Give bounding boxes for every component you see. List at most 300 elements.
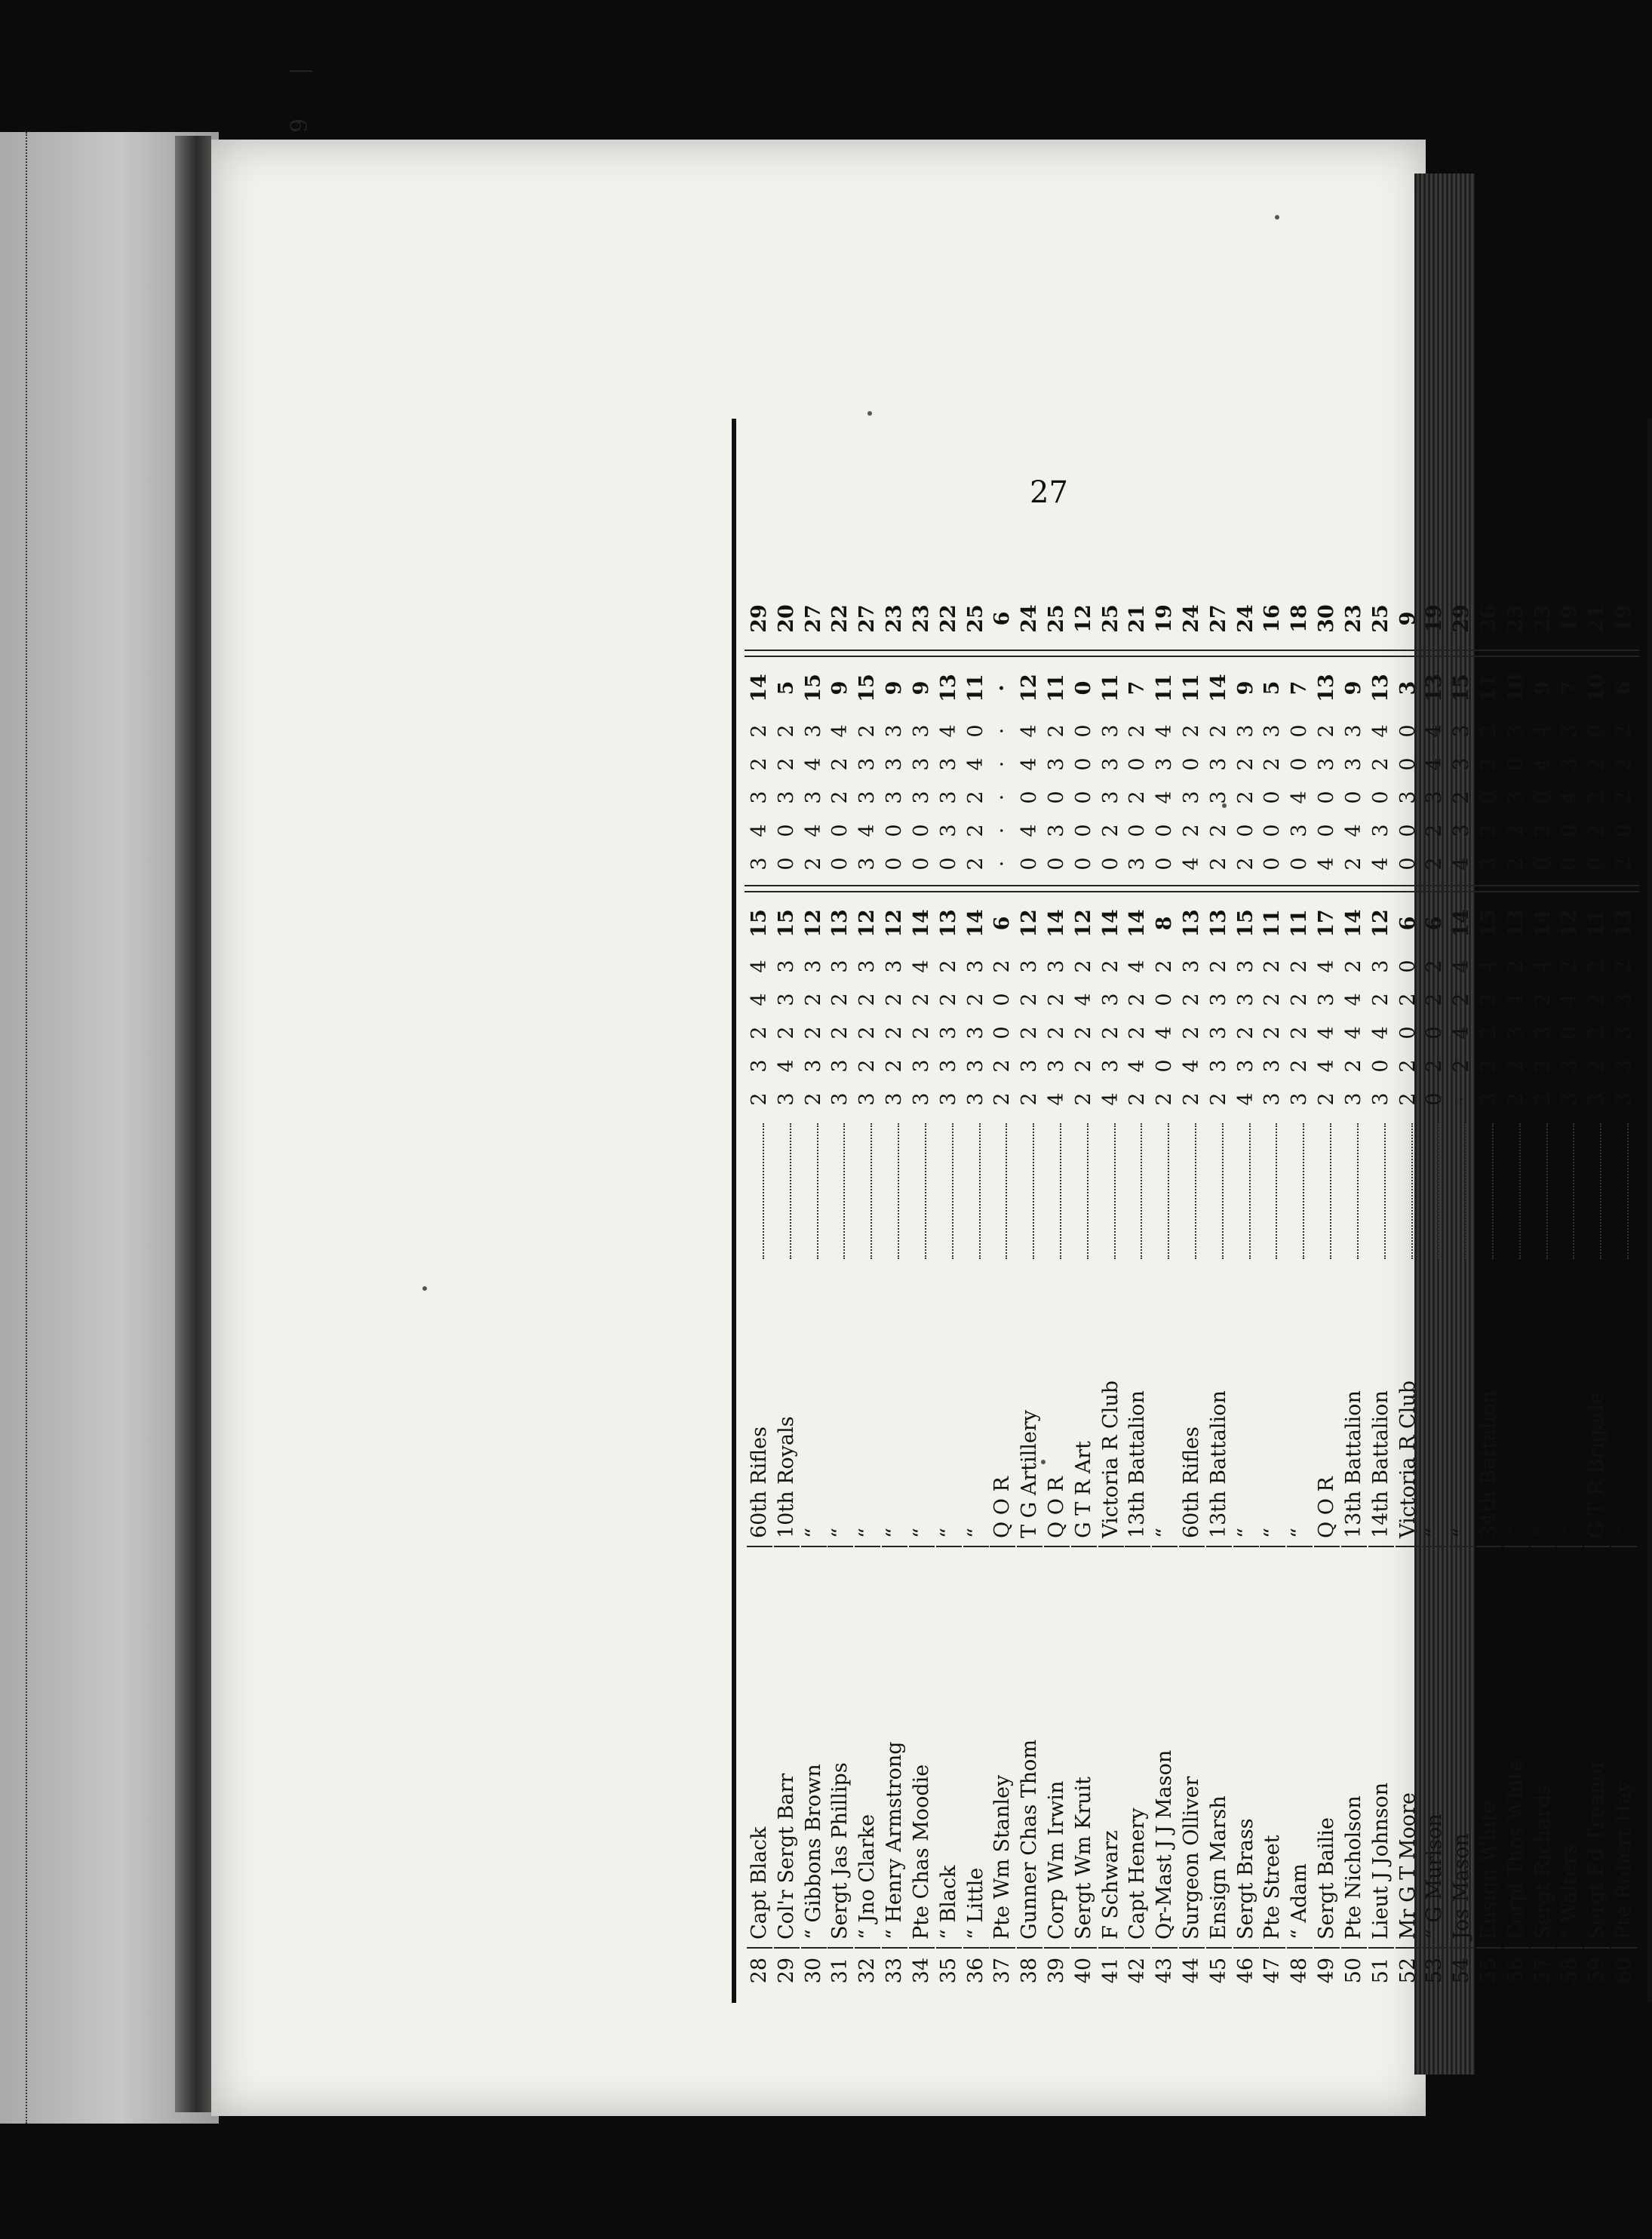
range2-total: 13 xyxy=(936,674,960,702)
column-separator xyxy=(1366,885,1396,892)
competitor-name: Gunner Chas Thom xyxy=(1017,1546,1042,1947)
range1-total: 6 xyxy=(1396,916,1420,931)
table-body xyxy=(747,419,1637,2003)
shot-score-range1: 3 xyxy=(1233,960,1257,973)
shot-score-range1: 2 xyxy=(748,1092,771,1106)
range2-total: 3 xyxy=(1396,680,1420,696)
shot-score-range1: 3 xyxy=(1233,993,1257,1006)
leader-dots xyxy=(1350,1123,1359,1259)
shot-score-range2: 2 xyxy=(1503,824,1528,837)
range2-total: 13 xyxy=(1423,674,1447,702)
corps-name: G T R Art xyxy=(1071,1441,1095,1538)
shot-score-range2: 2 xyxy=(1180,724,1203,738)
table-row xyxy=(936,419,962,2003)
range2-total: 9 xyxy=(883,680,907,696)
row-number: 60 xyxy=(1611,1947,1637,2003)
row-number: 44 xyxy=(1179,1947,1205,2003)
shot-score-range1: 3 xyxy=(1585,1092,1609,1106)
table-row xyxy=(1044,419,1070,2003)
corps-name: “ xyxy=(1423,1528,1447,1538)
shot-score-range2: 4 xyxy=(1018,724,1042,738)
shot-score-range1: 0 xyxy=(1423,1026,1447,1040)
shot-score-range1: 3 xyxy=(1180,960,1203,973)
table-row xyxy=(1233,419,1259,2003)
shot-score-range2: 2 xyxy=(1423,857,1447,871)
shot-score-range1: 3 xyxy=(1612,1059,1635,1073)
grand-total: 24 xyxy=(1018,604,1042,633)
shot-score-range1: 2 xyxy=(1044,993,1068,1006)
competitor-name: Corp Wm Irwin xyxy=(1044,1546,1070,1947)
column-separator xyxy=(1339,885,1369,892)
column-separator xyxy=(1609,650,1639,657)
column-separator xyxy=(1339,650,1369,657)
shot-score-range1: 4 xyxy=(1315,1059,1339,1073)
row-number: 51 xyxy=(1368,1947,1394,2003)
range1-total: 11 xyxy=(1288,909,1312,938)
range1-total: 14 xyxy=(1098,909,1122,938)
range2-total: · xyxy=(990,684,1015,692)
shot-score-range2: 3 xyxy=(1396,791,1420,804)
column-separator xyxy=(1042,650,1072,657)
shot-score-range1: 3 xyxy=(855,1092,880,1106)
leader-dots xyxy=(755,1123,764,1259)
shot-score-range1: 2 xyxy=(1180,1092,1203,1106)
shot-score-range1: 2 xyxy=(855,1026,880,1040)
shot-score-range2: 0 xyxy=(1153,824,1177,837)
range1-total: 12 xyxy=(1558,909,1582,938)
range1-total: 13 xyxy=(936,909,960,938)
column-separator xyxy=(961,885,991,892)
leader-dots xyxy=(1592,1123,1601,1259)
shot-score-range2: 3 xyxy=(936,791,960,804)
corps-name: 14th Battalion xyxy=(1368,1390,1393,1538)
shot-score-range2: 0 xyxy=(1341,791,1365,804)
shot-score-range2: 0 xyxy=(1612,824,1635,837)
shot-score-range1: 2 xyxy=(855,1059,880,1073)
range2-total: 9 xyxy=(828,680,852,696)
shot-score-range2: 2 xyxy=(1315,724,1339,738)
shot-score-range2: 4 xyxy=(1018,757,1042,771)
corps-name: 13th Battalion xyxy=(1206,1390,1230,1538)
table-row xyxy=(1422,419,1448,2003)
shot-score-range2: 4 xyxy=(801,757,825,771)
shot-score-range1: 3 xyxy=(1476,1092,1500,1106)
competitor-name: Sergt Wm Kruit xyxy=(1071,1546,1097,1947)
shot-score-range1: 3 xyxy=(855,960,880,973)
grand-total: 22 xyxy=(936,604,960,633)
column-separator xyxy=(1122,650,1153,657)
shot-score-range1: 2 xyxy=(1531,993,1555,1006)
range2-total: 15 xyxy=(801,674,825,702)
row-number: 54 xyxy=(1449,1947,1475,2003)
shot-score-range1: 2 xyxy=(1044,1026,1068,1040)
shot-score-range1: 2 xyxy=(963,993,987,1006)
shot-score-range1: 3 xyxy=(909,1092,933,1106)
range2-total: 9 xyxy=(909,680,933,696)
shot-score-range2: · xyxy=(990,827,1015,834)
grand-total: 24 xyxy=(1180,604,1203,633)
shot-score-range1: 2 xyxy=(1612,960,1635,973)
shot-score-range2: 3 xyxy=(909,757,933,771)
grand-total: 19 xyxy=(1423,604,1447,633)
shot-score-range2: 2 xyxy=(828,791,852,804)
shot-score-range2: · xyxy=(990,860,1015,868)
range1-total: 14 xyxy=(1044,909,1068,938)
shot-score-range2: 4 xyxy=(1341,824,1365,837)
shot-score-range1: 4 xyxy=(774,1059,798,1073)
shot-score-range1: 4 xyxy=(1153,1026,1177,1040)
shot-score-range1: 4 xyxy=(1180,1059,1203,1073)
range2-total: 11 xyxy=(1180,674,1203,702)
column-separator xyxy=(1555,885,1585,892)
shot-score-range2: 4 xyxy=(1423,757,1447,771)
column-separator xyxy=(745,885,775,892)
shot-score-range2: 0 xyxy=(1260,791,1285,804)
shot-score-range2: 0 xyxy=(828,857,852,871)
shot-score-range2: 3 xyxy=(1476,757,1500,771)
column-separator xyxy=(1069,650,1099,657)
row-number: 29 xyxy=(774,1947,800,2003)
column-separator xyxy=(1582,885,1612,892)
shot-score-range1: 2 xyxy=(1396,1059,1420,1073)
grand-total: 29 xyxy=(748,604,771,633)
corps-name: 10th Royals xyxy=(774,1416,798,1538)
grand-total: 27 xyxy=(1206,604,1230,633)
range1-total: 14 xyxy=(963,909,987,938)
shot-score-range1: 4 xyxy=(1315,1026,1339,1040)
leader-dots xyxy=(890,1123,899,1259)
shot-score-range1: 2 xyxy=(883,1059,907,1073)
shot-score-range2: 0 xyxy=(936,857,960,871)
column-separator xyxy=(772,650,802,657)
grand-total: 18 xyxy=(1288,604,1312,633)
corps-name: Q O R xyxy=(1315,1476,1339,1538)
shot-score-range2: 2 xyxy=(1612,857,1635,871)
shot-score-range2: 2 xyxy=(1585,824,1609,837)
shot-score-range2: 2 xyxy=(1206,724,1230,738)
shot-score-range2: 3 xyxy=(1125,857,1150,871)
shot-score-range2: 0 xyxy=(1125,824,1150,837)
column-separator xyxy=(907,885,937,892)
shot-score-range2: 4 xyxy=(1018,824,1042,837)
corps-name: T G Artillery xyxy=(1018,1409,1042,1538)
shot-score-range2: 0 xyxy=(1098,857,1122,871)
shot-score-range1: 3 xyxy=(1612,1026,1635,1040)
shot-score-range2: 2 xyxy=(1233,857,1257,871)
competitor-name: Ensign White xyxy=(1476,1546,1502,1947)
column-separator xyxy=(1096,650,1126,657)
leader-dots xyxy=(1052,1123,1061,1259)
shot-score-range2: 3 xyxy=(774,791,798,804)
competitor-name: “ Walters xyxy=(1557,1546,1583,1947)
leader-dots xyxy=(836,1123,845,1259)
leader-dots xyxy=(998,1123,1007,1259)
competitor-name: Capt Henery xyxy=(1125,1546,1150,1947)
shot-score-range1: 4 xyxy=(1098,1092,1122,1106)
row-number: 45 xyxy=(1206,1947,1232,2003)
column-separator xyxy=(1122,885,1153,892)
shot-score-range1: 4 xyxy=(1450,1026,1474,1040)
grand-total: 24 xyxy=(1233,604,1257,633)
grand-total: 23 xyxy=(909,604,933,633)
shot-score-range1: 2 xyxy=(1423,1059,1447,1073)
shot-score-range2: 3 xyxy=(1476,824,1500,837)
shot-score-range2: 3 xyxy=(1044,757,1068,771)
row-number: 50 xyxy=(1341,1947,1367,2003)
range1-total: 12 xyxy=(855,909,880,938)
shot-score-range1: 2 xyxy=(801,1026,825,1040)
shot-score-range2: 3 xyxy=(1558,724,1582,738)
shot-score-range1: 3 xyxy=(801,960,825,973)
shot-score-range2: 0 xyxy=(774,824,798,837)
shot-score-range1: 2 xyxy=(1315,1092,1339,1106)
shot-score-range2: 2 xyxy=(1233,757,1257,771)
shot-score-range2: 0 xyxy=(1396,724,1420,738)
shot-score-range1: 2 xyxy=(1288,993,1312,1006)
leader-dots xyxy=(1565,1123,1574,1259)
corps-name: G T R Brigade xyxy=(1585,1392,1609,1538)
leader-dots xyxy=(782,1123,791,1259)
competitor-name: “ Little xyxy=(963,1546,989,1947)
shot-score-range2: 4 xyxy=(1153,724,1177,738)
corps-name: 13th Battalion xyxy=(1341,1390,1365,1538)
column-separator xyxy=(1177,885,1207,892)
shot-score-range2: 0 xyxy=(1585,857,1609,871)
shot-score-range1: 2 xyxy=(909,1026,933,1040)
row-number: 36 xyxy=(963,1947,989,2003)
shot-score-range1: 3 xyxy=(1098,993,1122,1006)
table-row xyxy=(1449,419,1475,2003)
shot-score-range1: 4 xyxy=(1341,1026,1365,1040)
shot-score-range1: 2 xyxy=(1260,1026,1285,1040)
range1-total: 13 xyxy=(1503,909,1528,938)
competitor-name: “ Black xyxy=(936,1546,962,1947)
shot-score-range1: 2 xyxy=(748,1026,771,1040)
grand-total: 29 xyxy=(1450,604,1474,633)
corps-name: “ xyxy=(909,1528,933,1538)
shot-score-range1: 3 xyxy=(936,1092,960,1106)
shot-score-range1: 2 xyxy=(1180,993,1203,1006)
shot-score-range1: 4 xyxy=(1125,1059,1150,1073)
shot-score-range1: 3 xyxy=(828,1092,852,1106)
corps-name: Q O R xyxy=(990,1476,1015,1538)
leader-dots xyxy=(944,1123,953,1259)
grand-total: 26 xyxy=(1476,604,1500,633)
shot-score-range1: 2 xyxy=(1476,1026,1500,1040)
corps-name: Q O R xyxy=(1044,1476,1068,1538)
shot-score-range1: 2 xyxy=(1585,1026,1609,1040)
grand-total: 25 xyxy=(963,604,987,633)
shot-score-range1: 4 xyxy=(1341,993,1365,1006)
shot-score-range1: 3 xyxy=(1044,960,1068,973)
leader-dots xyxy=(1295,1123,1304,1259)
column-separator xyxy=(1204,650,1234,657)
shot-score-range2: 2 xyxy=(1206,857,1230,871)
shot-score-range2: 3 xyxy=(1098,757,1122,771)
shot-score-range2: 3 xyxy=(936,757,960,771)
shot-score-range1: 0 xyxy=(1153,993,1177,1006)
leader-dots xyxy=(1539,1123,1548,1259)
corps-name: “ xyxy=(1260,1528,1285,1538)
previous-page-dotted-rule xyxy=(0,132,27,2124)
range1-total: 6 xyxy=(990,916,1015,931)
shot-score-range2: 0 xyxy=(1180,757,1203,771)
shot-score-range2: 2 xyxy=(1233,791,1257,804)
grand-total: 16 xyxy=(1260,604,1285,633)
shot-score-range1: · xyxy=(1450,1095,1474,1103)
leader-dots xyxy=(1430,1123,1439,1259)
shot-score-range2: 0 xyxy=(1558,824,1582,837)
shot-score-range1: 3 xyxy=(1612,993,1635,1006)
shot-score-range1: 0 xyxy=(1558,1026,1582,1040)
shot-score-range2: 3 xyxy=(855,791,880,804)
shot-score-range1: 3 xyxy=(1368,960,1393,973)
shot-score-range2: 0 xyxy=(909,824,933,837)
leader-dots xyxy=(1160,1123,1169,1259)
leader-dots xyxy=(1485,1123,1494,1259)
shot-score-range2: 2 xyxy=(801,857,825,871)
shot-score-range1: 2 xyxy=(1233,1026,1257,1040)
table-top-rule xyxy=(732,419,736,2003)
competitor-name: Corpl Thos White xyxy=(1503,1546,1529,1947)
range1-total: 14 xyxy=(909,909,933,938)
shot-score-range1: 3 xyxy=(963,960,987,973)
shot-score-range1: 3 xyxy=(1341,1092,1365,1106)
shot-score-range1: 0 xyxy=(1423,1092,1447,1106)
shot-score-range2: 4 xyxy=(748,824,771,837)
shot-score-range1: 2 xyxy=(936,993,960,1006)
table-row xyxy=(1476,419,1502,2003)
range2-total: 11 xyxy=(1476,674,1500,702)
range2-total: 12 xyxy=(1018,674,1042,702)
shot-score-range1: 3 xyxy=(1368,1092,1393,1106)
range2-total: 13 xyxy=(1315,674,1339,702)
shot-score-range1: 2 xyxy=(1288,1059,1312,1073)
shot-score-range2: 3 xyxy=(1476,857,1500,871)
shot-score-range1: 4 xyxy=(1044,1092,1068,1106)
range1-total: 12 xyxy=(1018,909,1042,938)
shot-score-range1: 2 xyxy=(828,1026,852,1040)
range2-total: 7 xyxy=(1125,680,1150,696)
table-bottom-rule xyxy=(1647,419,1652,2003)
competitor-name: F Schwarz xyxy=(1098,1546,1124,1947)
shot-score-range2: 0 xyxy=(1044,791,1068,804)
shot-score-range1: 2 xyxy=(1071,1092,1095,1106)
column-separator xyxy=(1231,650,1261,657)
shot-score-range2: 2 xyxy=(1503,857,1528,871)
shot-score-range2: 0 xyxy=(1503,757,1528,771)
shot-score-range2: 3 xyxy=(1503,791,1528,804)
leader-dots xyxy=(809,1123,818,1259)
shot-score-range1: 3 xyxy=(1531,1026,1555,1040)
shot-score-range2: 2 xyxy=(1260,757,1285,771)
shot-score-range1: 2 xyxy=(1071,1026,1095,1040)
corps-name: “ xyxy=(1450,1528,1474,1538)
shot-score-range1: 3 xyxy=(774,1092,798,1106)
range2-total: 14 xyxy=(1206,674,1230,702)
shot-score-range2: · xyxy=(990,727,1015,735)
competitor-name: Sergt Ed Treanor xyxy=(1584,1546,1610,1947)
shot-score-range1: 3 xyxy=(883,960,907,973)
corps-name: “ xyxy=(963,1528,987,1538)
shot-score-range2: 0 xyxy=(1315,824,1339,837)
shot-score-range2: 3 xyxy=(1315,757,1339,771)
competitor-name: Pte Nicholson xyxy=(1341,1546,1367,1947)
shot-score-range1: 2 xyxy=(1585,993,1609,1006)
shot-score-range1: 4 xyxy=(1315,960,1339,973)
competitor-name: Capt Black xyxy=(747,1546,772,1947)
table-row xyxy=(1206,419,1232,2003)
leader-dots xyxy=(1133,1123,1142,1259)
grand-total: 19 xyxy=(1612,604,1635,633)
shot-score-range2: 3 xyxy=(855,757,880,771)
shot-score-range2: 3 xyxy=(1368,824,1393,837)
range1-total: 12 xyxy=(883,909,907,938)
range1-total: 14 xyxy=(1531,909,1555,938)
shot-score-range2: 2 xyxy=(963,857,987,871)
shot-score-range2: 3 xyxy=(1450,724,1474,738)
range2-total: 10 xyxy=(1503,674,1528,702)
column-separator xyxy=(1528,650,1558,657)
range2-total: 11 xyxy=(963,674,987,702)
shot-score-range2: 4 xyxy=(1368,857,1393,871)
range2-total: 5 xyxy=(1260,680,1285,696)
row-number: 35 xyxy=(936,1947,962,2003)
grand-total: 27 xyxy=(855,604,880,633)
shot-score-range1: 2 xyxy=(1341,1059,1365,1073)
shot-score-range2: 2 xyxy=(1585,757,1609,771)
shot-score-range2: 3 xyxy=(1206,791,1230,804)
shot-score-range1: 4 xyxy=(1531,960,1555,973)
shot-score-range2: 4 xyxy=(1531,757,1555,771)
shot-score-range1: 3 xyxy=(1558,1092,1582,1106)
shot-score-range2: 0 xyxy=(883,857,907,871)
shot-score-range1: 2 xyxy=(801,993,825,1006)
shot-score-range2: 0 xyxy=(1018,857,1042,871)
shot-score-range2: 2 xyxy=(1612,724,1635,738)
column-separator xyxy=(1204,885,1234,892)
corps-name: 60th Rifles xyxy=(748,1427,771,1538)
column-separator xyxy=(1069,885,1099,892)
shot-score-range2: 3 xyxy=(1450,824,1474,837)
shot-score-range2: 3 xyxy=(1044,824,1068,837)
column-separator xyxy=(772,885,802,892)
grand-total: 30 xyxy=(1315,604,1339,633)
shot-score-range1: 4 xyxy=(1125,960,1150,973)
range1-total: 12 xyxy=(801,909,825,938)
shot-score-range2: 4 xyxy=(1558,791,1582,804)
column-separator xyxy=(1150,650,1180,657)
shot-score-range2: 2 xyxy=(855,724,880,738)
shot-score-range1: 2 xyxy=(1503,1092,1528,1106)
range2-total: 11 xyxy=(1044,674,1068,702)
leader-dots xyxy=(1322,1123,1331,1259)
shot-score-range2: 2 xyxy=(1450,791,1474,804)
column-separator xyxy=(934,650,964,657)
shot-score-range1: 2 xyxy=(936,960,960,973)
shot-score-range1: 4 xyxy=(1558,993,1582,1006)
shot-score-range1: 2 xyxy=(1396,993,1420,1006)
shot-score-range2: 2 xyxy=(748,724,771,738)
shot-score-range2: 3 xyxy=(1503,724,1528,738)
shot-score-range2: 0 xyxy=(1585,724,1609,738)
shot-score-range2: 2 xyxy=(1612,791,1635,804)
shot-score-range2: 0 xyxy=(1531,791,1555,804)
table-row xyxy=(1314,419,1340,2003)
column-separator xyxy=(1420,650,1450,657)
column-separator xyxy=(1420,885,1450,892)
competitor-name: Jos Mason xyxy=(1449,1546,1475,1947)
